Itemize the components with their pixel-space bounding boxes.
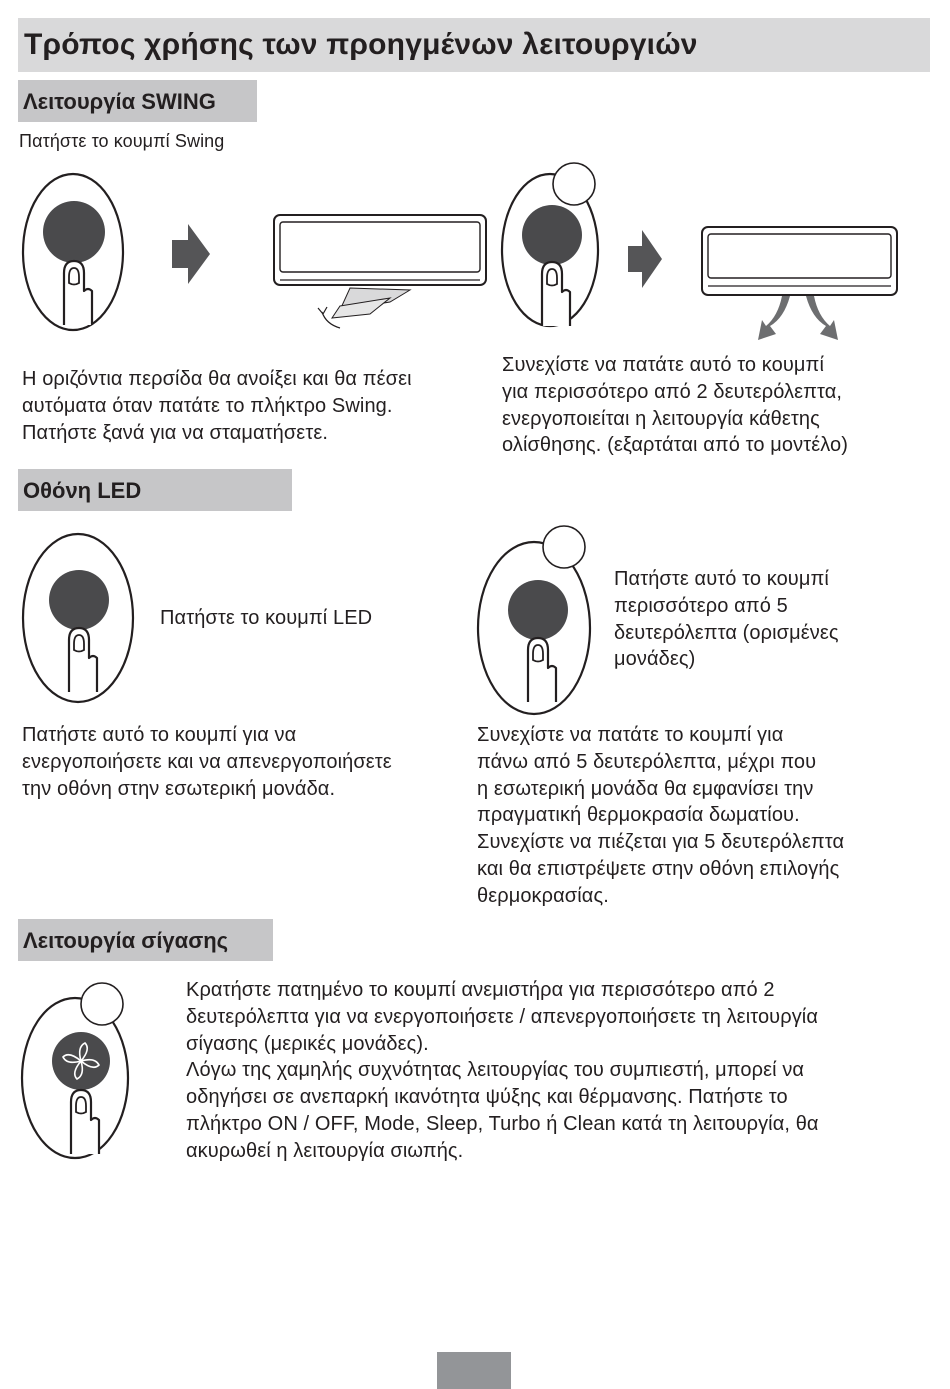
text-line: Συνεχίστε να πατάτε το κουμπί για [477, 724, 784, 746]
text-line: Λόγω της χαμηλής συχνότητας λειτουργίας του συμπιεστή, μπορεί να [186, 1059, 805, 1082]
text-line: δευτερόλεπτα (ορισμένες [614, 621, 839, 644]
section-header-silence [18, 919, 273, 961]
text-line: Πατήστε αυτό το κουμπί [614, 568, 829, 590]
airflow-arrows-icon [758, 296, 838, 340]
text-line: πραγματική θερμοκρασία δωματίου. [477, 804, 800, 827]
text-line: Πατήστε ξανά για να σταματήσετε. [22, 421, 328, 444]
page-number-box [437, 1352, 511, 1389]
text-line: αυτόματα όταν πατάτε το πλήκτρο Swing. [22, 394, 393, 417]
section-title-silence: Λειτουργία σίγασης [23, 928, 229, 953]
finger-press-icon [18, 530, 140, 710]
led-right-text [477, 722, 917, 910]
hold-timer-icon [474, 520, 594, 718]
section-title-swing: Λειτουργία SWING [23, 89, 216, 114]
hold-timer-icon [498, 158, 606, 330]
text-line: ακυρωθεί η λειτουργία σιωπής. [186, 1139, 464, 1162]
swing-left-text [22, 366, 482, 446]
text-line: και θα επιστρέψετε στην οθόνη επιλογής [477, 857, 840, 880]
swing-right-text [502, 352, 922, 459]
section-header-swing [18, 80, 257, 122]
text-line: η εσωτερική μονάδα θα εμφανίσει την [477, 777, 814, 800]
text-line: Η οριζόντια περσίδα θα ανοίξει και θα πέσει [22, 368, 412, 390]
text-line: δευτερόλεπτα για να ενεργοποιήσετε / απενεργοποιήσετε τη λειτουργία [186, 1005, 819, 1028]
text-line: ολίσθησης. (εξαρτάται από το μοντέλο) [502, 434, 848, 457]
indoor-unit-icon [270, 210, 492, 335]
arrow-right-icon [626, 226, 666, 292]
led-press-label: Πατήστε το κουμπί LED [160, 607, 373, 629]
indoor-unit-icon [698, 222, 903, 350]
hold-timer-icon [18, 978, 136, 1168]
text-line: πλήκτρο ON / OFF, Mode, Sleep, Turbo ή Clean κατά τη λειτουργία, θα [186, 1112, 819, 1135]
section-title-led: Οθόνη LED [23, 478, 142, 503]
text-line: οδηγήσει σε ανεπαρκή ικανότητα ψύξης και θέρμανσης. Πατήστε το [186, 1086, 788, 1109]
text-line: ενεργοποιήσετε και να απενεργοποιήσετε [22, 750, 392, 773]
arrow-right-icon [170, 220, 214, 288]
text-line: για περισσότερο από 2 δευτερόλεπτα, [502, 380, 843, 403]
page-title-bar [18, 18, 930, 72]
text-line: την οθόνη στην εσωτερική μονάδα. [22, 777, 336, 800]
text-line: θερμοκρασίας. [477, 884, 609, 907]
led-left-text [22, 722, 462, 802]
led-hold-label [614, 566, 914, 673]
text-line: ενεργοποιείται η λειτουργία κάθετης [502, 407, 820, 430]
text-line: μονάδες) [614, 648, 696, 671]
text-line: Συνεχίστε να πιέζεται για 5 δευτερόλεπτα [477, 831, 845, 854]
text-line: πάνω από 5 δευτερόλεπτα, μέχρι που [477, 750, 817, 773]
text-line: Πατήστε αυτό το κουμπί για να [22, 724, 297, 746]
text-line: σίγασης (μερικές μονάδες). [186, 1032, 429, 1055]
text-line: περισσότερο από 5 [614, 594, 788, 617]
section-header-led [18, 469, 292, 511]
page-title: Τρόπος χρήσης των προηγμένων λειτουργιών [24, 28, 698, 61]
text-line: Συνεχίστε να πατάτε αυτό το κουμπί [502, 354, 824, 376]
text-line: Κρατήστε πατημένο το κουμπί ανεμιστήρα για περισσότερο από 2 [186, 979, 775, 1001]
silence-text [186, 977, 906, 1165]
finger-press-icon [18, 170, 130, 335]
swing-instruction: Πατήστε το κουμπί Swing [19, 131, 225, 151]
